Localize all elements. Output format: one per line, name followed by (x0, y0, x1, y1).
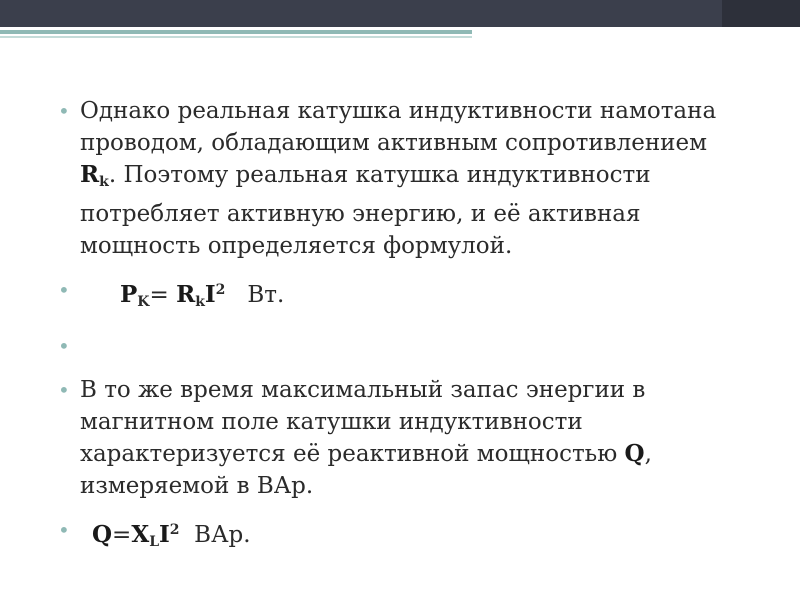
bullet-dot-icon: • (58, 378, 70, 402)
formula-x-subscript: L (149, 534, 160, 550)
formula-reactive (80, 522, 251, 548)
slide-body (58, 95, 738, 570)
bullet-dot-icon: • (58, 334, 70, 358)
formula-i-superscript: 2 (215, 282, 226, 298)
slide-header-notch (472, 27, 800, 49)
slide-header-accent (722, 0, 800, 27)
paragraph-1-text: Однако реальная катушка индуктивности намотана проводом, обладающим активным сопротивлением (80, 98, 717, 156)
formula-i-superscript: 2 (169, 522, 180, 538)
symbol-q: Q (624, 440, 645, 467)
formula-x: X (131, 521, 150, 548)
bullet-dot-icon: • (58, 518, 70, 542)
paragraph-2-text-end: , измеряемой в ВАр. (80, 441, 652, 499)
formula-unit: Вт. (247, 282, 285, 308)
paragraph-1-text-end: . Поэтому реальная катушка индуктивности потребляет активную энергию, и её активная мощность определяется формулой. (80, 162, 651, 259)
formula-r: R (176, 281, 196, 308)
symbol-r-subscript: k (99, 174, 109, 190)
formula-equals: = (112, 522, 132, 548)
slide-header-bar (0, 0, 800, 27)
paragraph-2-text: В то же время максимальный запас энергии в магнитном поле катушки индуктивности характеризуется её реактивной мощностью (80, 377, 646, 467)
formula-p-subscript: K (137, 294, 150, 310)
formula-power (80, 282, 284, 308)
bullet-item-2 (58, 374, 738, 502)
bullet-dot-icon: • (58, 99, 70, 123)
formula-equals: = (149, 282, 177, 308)
symbol-r: R (80, 161, 100, 188)
formula-unit: ВАр. (194, 522, 251, 548)
bullet-item-empty (58, 330, 738, 362)
bullet-item-1 (58, 95, 738, 262)
formula-i: I (159, 521, 170, 548)
bullet-dot-icon: • (58, 278, 70, 302)
formula-i: I (204, 281, 216, 308)
bullet-item-formula-2 (58, 514, 738, 558)
formula-q: Q (92, 521, 113, 548)
formula-r-subscript: k (195, 294, 205, 310)
bullet-item-formula-1 (58, 274, 738, 318)
formula-p: P (120, 281, 138, 308)
